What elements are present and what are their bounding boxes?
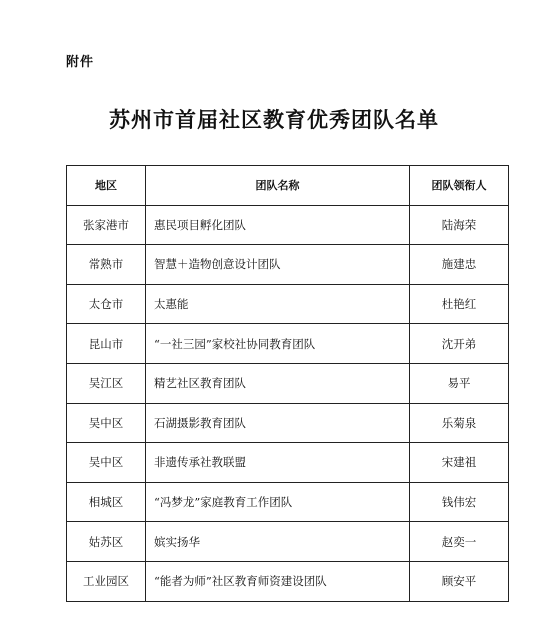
region-cell: 相城区 xyxy=(67,482,146,522)
region-cell: 工业园区 xyxy=(67,561,146,601)
leader-cell: 沈开弟 xyxy=(410,324,509,364)
leader-cell: 钱伟宏 xyxy=(410,482,509,522)
team-name-cell: 嫔实扬华 xyxy=(146,522,410,562)
region-cell: 吴江区 xyxy=(67,363,146,403)
leader-cell: 顾安平 xyxy=(410,561,509,601)
team-name-cell: 太惠能 xyxy=(146,284,410,324)
team-name-cell: “冯梦龙”家庭教育工作团队 xyxy=(146,482,410,522)
table-header-row xyxy=(67,166,509,206)
leader-cell: 易平 xyxy=(410,363,509,403)
column-header-team-name: 团队名称 xyxy=(146,166,410,206)
table-row xyxy=(67,403,509,443)
table-row xyxy=(67,443,509,483)
region-cell: 张家港市 xyxy=(67,205,146,245)
leader-cell: 杜艳红 xyxy=(410,284,509,324)
leader-cell: 乐菊泉 xyxy=(410,403,509,443)
team-list-table xyxy=(66,165,509,602)
region-cell: 姑苏区 xyxy=(67,522,146,562)
table-row xyxy=(67,324,509,364)
team-name-cell: 惠民项目孵化团队 xyxy=(146,205,410,245)
leader-cell: 赵奕一 xyxy=(410,522,509,562)
team-name-cell: 石湖摄影教育团队 xyxy=(146,403,410,443)
table-row xyxy=(67,205,509,245)
table-row xyxy=(67,245,509,285)
column-header-team-leader: 团队领衔人 xyxy=(410,166,509,206)
leader-cell: 陆海荣 xyxy=(410,205,509,245)
team-name-cell: 精艺社区教育团队 xyxy=(146,363,410,403)
attachment-label: 附件 xyxy=(66,55,95,70)
table-row xyxy=(67,522,509,562)
region-cell: 太仓市 xyxy=(67,284,146,324)
team-name-cell: 智慧＋造物创意设计团队 xyxy=(146,245,410,285)
page-title: 苏州市首届社区教育优秀团队名单 xyxy=(109,107,439,132)
team-name-cell: “能者为师”社区教育师资建设团队 xyxy=(146,561,410,601)
column-header-region: 地区 xyxy=(67,166,146,206)
team-name-cell: “一社三园”家校社协同教育团队 xyxy=(146,324,410,364)
table-row xyxy=(67,284,509,324)
leader-cell: 宋建祖 xyxy=(410,443,509,483)
leader-cell: 施建忠 xyxy=(410,245,509,285)
table-row xyxy=(67,561,509,601)
table-row xyxy=(67,482,509,522)
region-cell: 昆山市 xyxy=(67,324,146,364)
region-cell: 吴中区 xyxy=(67,403,146,443)
team-name-cell: 非遗传承社教联盟 xyxy=(146,443,410,483)
table-row xyxy=(67,363,509,403)
region-cell: 常熟市 xyxy=(67,245,146,285)
region-cell: 吴中区 xyxy=(67,443,146,483)
